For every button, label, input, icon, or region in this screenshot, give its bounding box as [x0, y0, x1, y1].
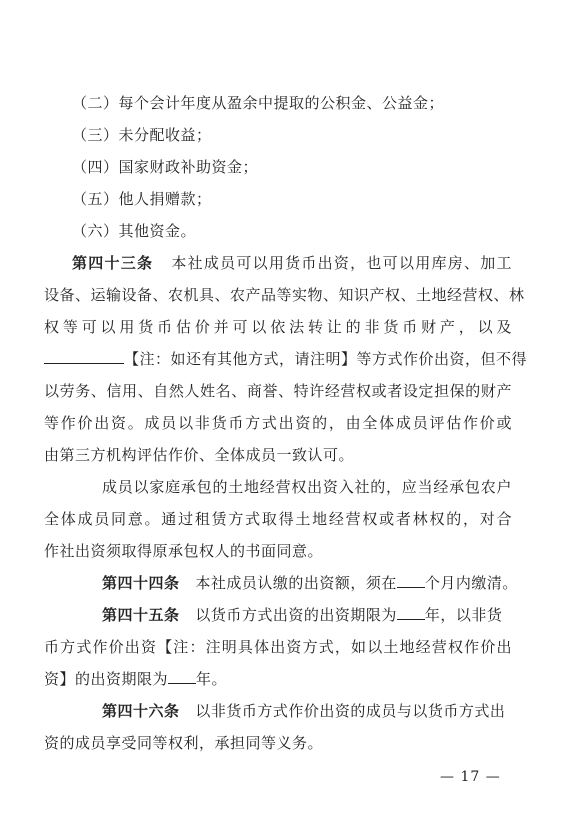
article-44-line-1 [102, 573, 522, 593]
article-43-text: 本社成员可以用货币出资，也可以用库房、加工 [171, 254, 512, 272]
article-43-heading: 第四十三条 [72, 254, 154, 272]
article-45-text: 年，以非货 [424, 606, 503, 624]
article-43-line-7 [44, 445, 512, 465]
list-item-2 [72, 93, 512, 113]
article-44-heading: 第四十四条 [102, 574, 180, 592]
article-46-line-2 [44, 733, 512, 753]
article-43-line-6 [44, 413, 512, 433]
fill-in-blank [168, 669, 196, 684]
article-43-text: 等作价出资。成员以非货币方式出资的，由全体成员评估作价或 [44, 414, 512, 432]
paragraph-text: 成员以家庭承包的土地经营权出资入社的，应当经承包农户 [102, 478, 512, 496]
paragraph-line-3 [44, 541, 512, 561]
article-45-text: 币方式作价出资【注：注明具体出资方式，如以土地经营权作价出 [44, 638, 512, 656]
article-43-line-1 [72, 253, 512, 273]
list-item-3 [72, 125, 512, 145]
list-item-4 [72, 157, 512, 177]
article-45-line-3 [44, 669, 512, 689]
list-item-text: （五）他人捐赠款； [72, 190, 212, 208]
article-43-text: 权等可以用货币估价并可以依法转让的非货币财产，以及 [44, 318, 512, 336]
list-item-text: （四）国家财政补助资金； [72, 158, 259, 176]
article-44-text: 本社成员认缴的出资额，须在 [195, 574, 397, 592]
article-43-text: 设备、运输设备、农机具、农产品等实物、知识产权、土地经营权、林 [44, 286, 525, 304]
fill-in-blank [397, 573, 425, 588]
fill-in-blank [397, 605, 425, 620]
article-43-text: 【注：如还有其他方式，请注明】等方式作价出资，但不得 [124, 350, 528, 368]
article-46-heading: 第四十六条 [102, 702, 180, 720]
paragraph-line-1 [102, 477, 512, 497]
list-item-text: （二）每个会计年度从盈余中提取的公积金、公益金； [72, 94, 445, 112]
article-43-text: 以劳务、信用、自然人姓名、商誉、特许经营权或者设定担保的财产 [44, 382, 512, 400]
article-45-text: 年。 [196, 670, 228, 688]
fill-in-blank [44, 349, 124, 364]
article-46-text: 以非货币方式作价出资的成员与以货币方式出 [195, 702, 506, 720]
article-45-heading: 第四十五条 [102, 606, 180, 624]
article-44-text: 个月内缴清。 [424, 574, 518, 592]
article-43-line-5 [44, 381, 512, 401]
article-46-line-1 [102, 701, 522, 721]
article-46-text: 资的成员享受同等权利，承担同等义务。 [44, 734, 324, 752]
list-item-6 [72, 221, 512, 241]
page-number: — 17 — [440, 769, 501, 785]
paragraph-line-2 [44, 509, 512, 529]
list-item-text: （六）其他资金。 [72, 222, 197, 240]
article-45-text: 资】的出资期限为 [44, 670, 169, 688]
article-45-text: 以货币方式出资的出资期限为 [195, 606, 397, 624]
article-43-text: 由第三方机构评估作价、全体成员一致认可。 [44, 446, 355, 464]
article-43-line-2 [44, 285, 525, 305]
article-43-line-4 [44, 349, 528, 369]
list-item-5 [72, 189, 512, 209]
article-45-line-1 [102, 605, 522, 625]
paragraph-text: 作社出资须取得原承包权人的书面同意。 [44, 542, 324, 560]
paragraph-text: 全体成员同意。通过租赁方式取得土地经营权或者林权的，对合 [44, 510, 512, 528]
article-45-line-2 [44, 637, 512, 657]
list-item-text: （三）未分配收益； [72, 126, 212, 144]
article-43-line-3 [44, 317, 512, 337]
